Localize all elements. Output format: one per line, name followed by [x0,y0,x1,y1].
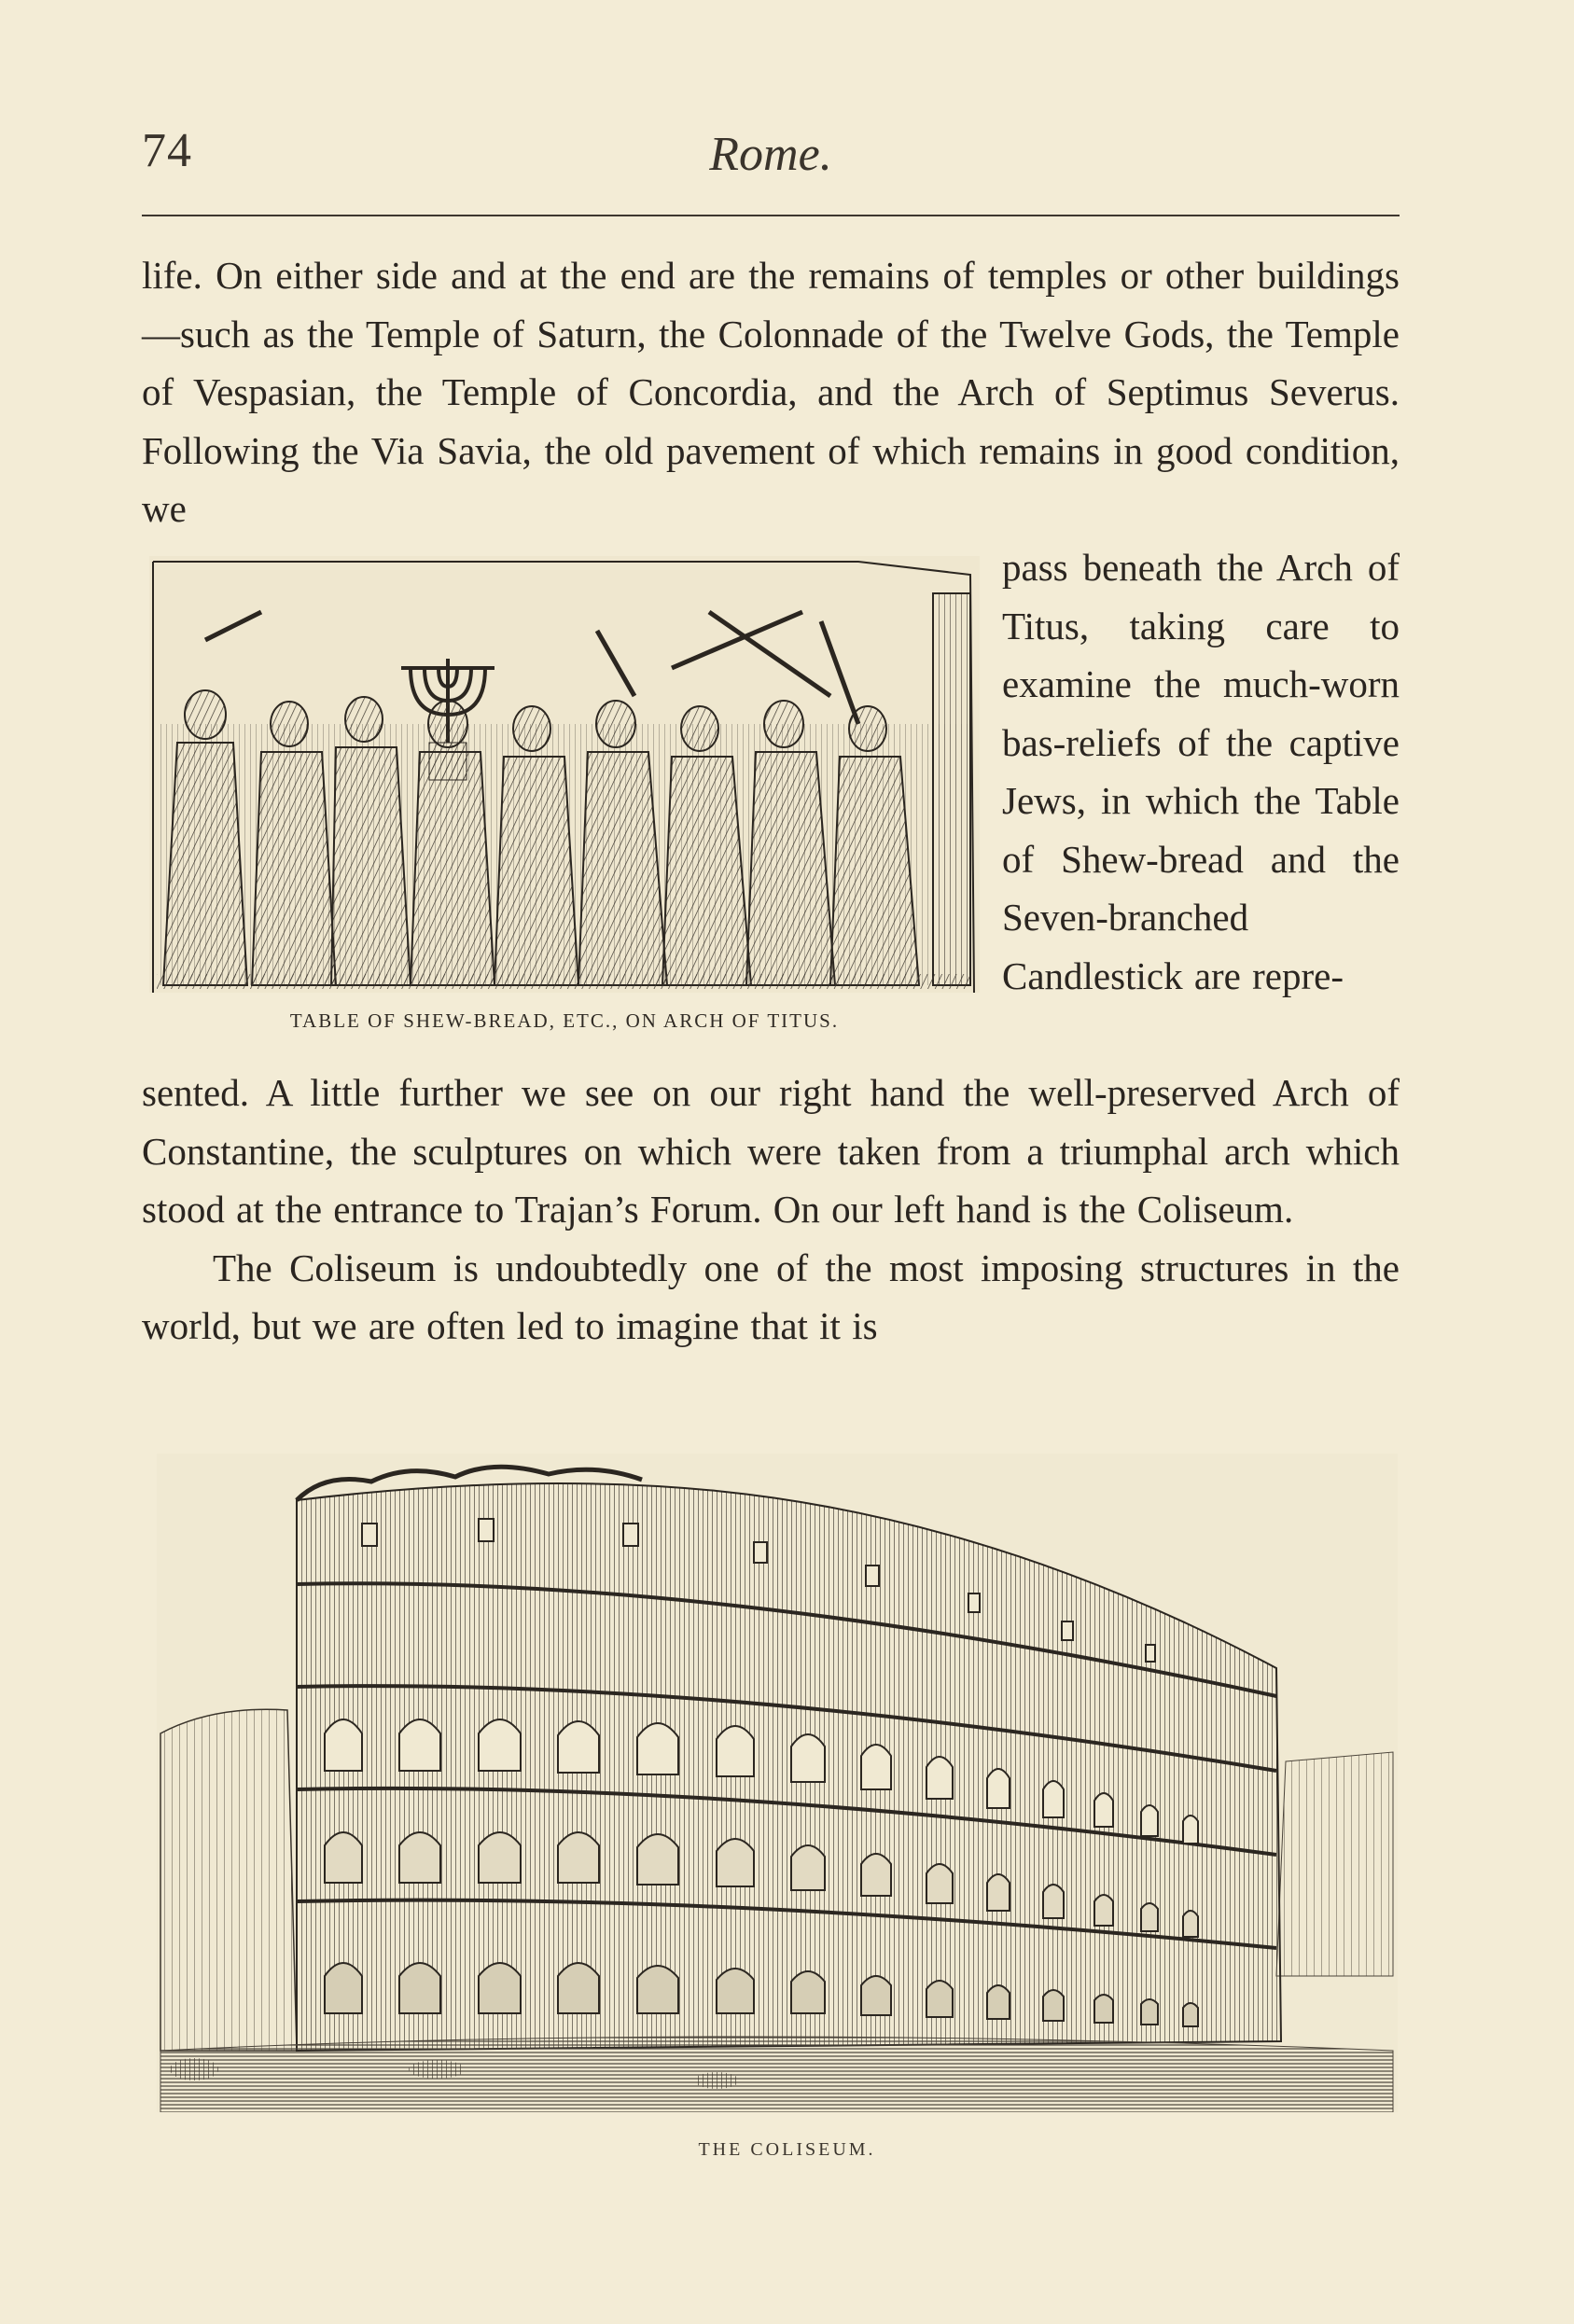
arch-of-titus-relief-engraving [149,556,980,993]
coliseum-engraving [157,1454,1398,2112]
paragraph-constantine [142,1064,1400,1356]
arch-of-titus-caption: TABLE OF SHEW-BREAD, ETC., ON ARCH OF TITUS. [289,1009,840,1032]
paragraph-arch-of-titus [1002,538,1400,1005]
paragraph-coliseum-text: The Coliseum is undoubtedly one of the most imposing structures in the world, but we are often led to imagine that it is [142,1245,1400,1347]
page-number: 74 [142,124,192,177]
coliseum-caption: THE COLISEUM. [698,2139,876,2160]
paragraph-constantine-text: sented. A little further we see on our right hand the well-preserved Arch of Constantine, the sculptures on which were taken from a triumphal arch which stood at the entrance to Trajan’s Forum. On our left hand is the Coliseum. [142,1071,1400,1231]
paragraph-arch-of-titus-text: pass beneath the Arch of Titus, taking care to examine the much-worn bas-reliefs of the captive Jews, in which the Table of Shew-bread and the Seven-branched Candlestick are repre- [1002,546,1400,997]
paragraph-forum [142,246,1400,538]
running-title: Rome. [709,128,832,181]
arch-of-titus-relief-figure [149,556,980,993]
page-header [142,121,1400,187]
header-rule [142,215,1400,216]
coliseum-figure [157,1454,1398,2112]
paragraph-forum-text: life. On either side and at the end are the remains of temples or other buildings—such as the Temple of Saturn, the Colonnade of the Twelve Gods, the Temple of Vespasian, the Temple of Concordia, and the Arch of Septimus Severus. Following the Via Savia, the old pavement of which remains in good condition, we [142,254,1400,530]
